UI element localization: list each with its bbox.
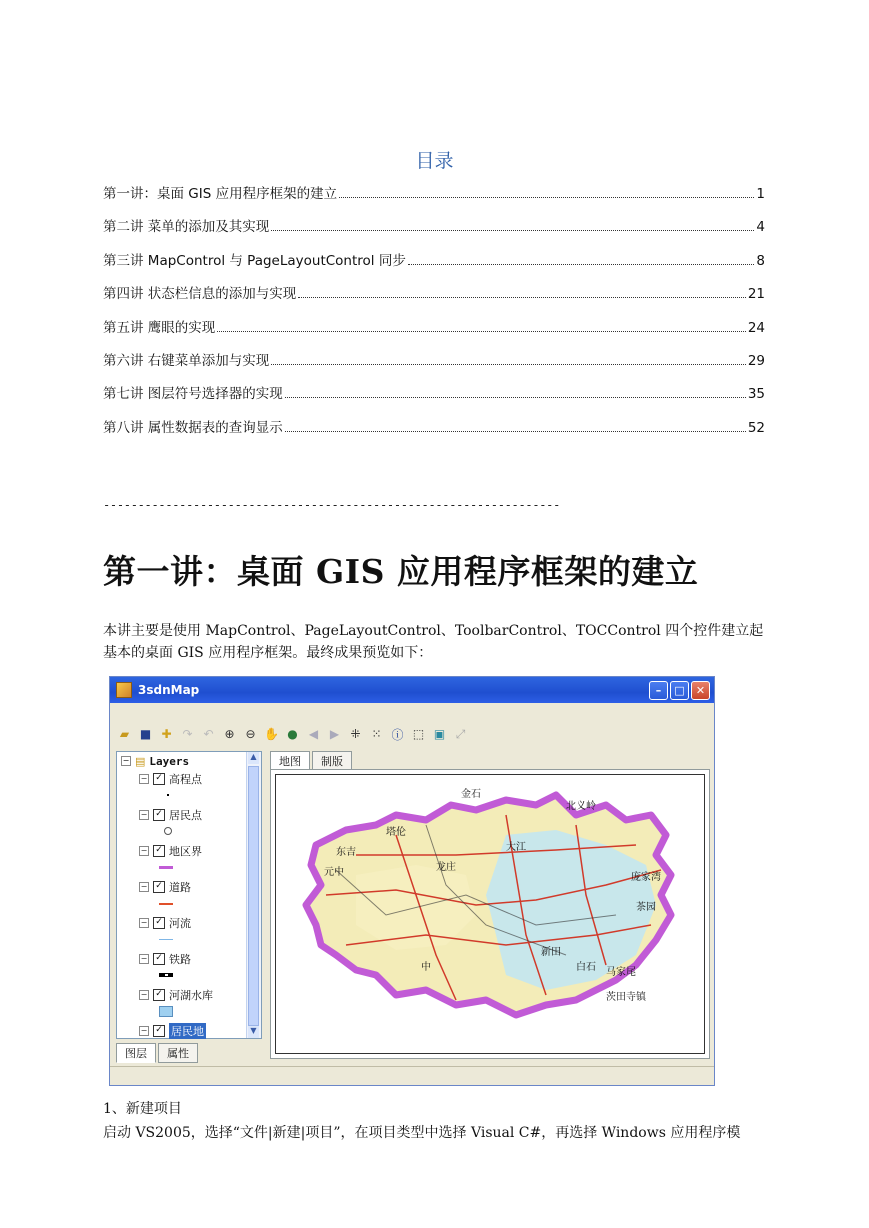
toc-leader [408, 264, 755, 265]
layer-checkbox[interactable]: ✓ [153, 881, 165, 893]
toc-entry[interactable] [103, 349, 765, 382]
layer-symbol [117, 788, 261, 806]
view-tabs [270, 751, 354, 771]
toc-entry-text: 第一讲：桌面 GIS 应用程序框架的建立 [103, 186, 338, 202]
toc-scrollbar[interactable] [246, 752, 261, 1038]
layer-label: 道路 [169, 881, 191, 894]
layer-checkbox[interactable]: ✓ [153, 1025, 165, 1037]
layer-root-label: Layers [149, 754, 190, 768]
intro-paragraph: 本讲主要是使用 MapControl、PageLayoutControl、ToolbarControl、TOCControl 四个控件建立起基本的桌面 GIS 应用程序框架。最终成果预览如下： [103, 623, 764, 661]
map-label: 白石 [576, 962, 596, 973]
toc-panel [116, 751, 262, 1039]
status-bar [110, 1066, 714, 1085]
select-icon[interactable]: ⬚ [412, 727, 425, 741]
tab-layout[interactable]: 制版 [312, 751, 352, 771]
region-map [276, 775, 704, 1053]
measure-icon[interactable]: ⤢ [455, 726, 466, 741]
toc-leader [339, 197, 754, 198]
tab-map[interactable]: 地图 [270, 751, 310, 771]
toc-entry-text: 第三讲 MapControl 与 PageLayoutControl 同步 [103, 252, 406, 269]
layer-symbol [117, 860, 261, 878]
save-icon[interactable]: ■ [139, 727, 152, 741]
layer-item[interactable]: − ✓ 河湖水库 [140, 989, 213, 1002]
map-label: 大江 [506, 842, 526, 853]
chapter-heading: 第一讲：桌面 GIS 应用程序框架的建立 [103, 552, 699, 591]
layer-checkbox[interactable]: ✓ [153, 809, 165, 821]
toc-entry[interactable] [103, 416, 765, 449]
close-icon[interactable]: ✕ [691, 681, 710, 700]
tab-properties[interactable]: 属性 [158, 1043, 198, 1063]
toc-leader [217, 331, 746, 332]
layer-item[interactable]: − ✓ 居民地 [140, 1025, 204, 1038]
window-title: 3sdnMap [138, 683, 200, 697]
layer-checkbox[interactable]: ✓ [153, 989, 165, 1001]
layer-checkbox[interactable]: ✓ [153, 917, 165, 929]
toc-title: 目录 [415, 150, 454, 172]
toc-entry[interactable] [103, 249, 765, 282]
layer-item[interactable]: − ✓ 地区界 [140, 845, 202, 858]
toc-entry[interactable] [103, 182, 765, 215]
toc-entry-page: 52 [747, 419, 765, 436]
maximize-icon[interactable]: □ [670, 681, 689, 700]
toc-entry-page: 24 [747, 319, 765, 336]
layer-label: 铁路 [169, 953, 191, 966]
layer-symbol [117, 896, 261, 914]
clear-select-icon[interactable]: ▣ [433, 727, 446, 741]
redo-icon[interactable]: ↷ [182, 727, 193, 741]
separator-line: ------------------------------------------------------------------ [103, 498, 561, 512]
layer-item[interactable]: − ✓ 河流 [140, 917, 191, 930]
layer-label: 居民点 [169, 809, 202, 822]
layer-symbol [117, 968, 261, 986]
toc-leader [271, 364, 746, 365]
map-label: 庞家湾 [631, 872, 661, 883]
add-data-icon[interactable]: ✚ [161, 727, 172, 741]
toc-tabs [116, 1043, 200, 1063]
undo-icon[interactable]: ↶ [203, 727, 214, 741]
zoom-in-icon[interactable]: ⊕ [224, 727, 235, 741]
map-label: 茶园 [636, 902, 656, 913]
layer-label: 高程点 [169, 773, 202, 786]
toc-entry-text: 第五讲 鹰眼的实现 [103, 319, 216, 336]
back-icon[interactable]: ◀ [308, 727, 319, 741]
toc-entry[interactable] [103, 282, 765, 315]
app-icon [116, 682, 132, 698]
scroll-thumb[interactable] [248, 766, 259, 1026]
toc-entry[interactable] [103, 316, 765, 349]
table-of-contents [103, 182, 765, 449]
toc-entry-text: 第二讲 菜单的添加及其实现 [103, 219, 270, 236]
toc-entry-text: 第四讲 状态栏信息的添加与实现 [103, 286, 297, 303]
app-screenshot [109, 676, 715, 1086]
map-label: 东吉 [336, 847, 356, 858]
map-label: 龙庄 [436, 862, 456, 873]
map-label: 塔伦 [386, 827, 406, 838]
scroll-up-icon[interactable]: ▲ [248, 752, 259, 764]
layer-symbol [117, 1004, 261, 1022]
step-text: 启动 VS2005，选择“文件|新建|项目”，在项目类型中选择 Visual C#，再选择 Windows 应用程序模 [103, 1125, 741, 1141]
fixed-zoom-in-icon[interactable]: ⁜ [350, 727, 361, 741]
toc-entry-page: 8 [756, 252, 765, 269]
layer-symbol [117, 824, 261, 842]
toc-entry-page: 21 [747, 286, 765, 303]
toc-leader [285, 431, 746, 432]
pan-icon[interactable]: ✋ [264, 727, 279, 741]
map-label: 茨田寺镇 [606, 992, 646, 1003]
map-label: 金石 [461, 789, 481, 800]
toc-entry[interactable] [103, 382, 765, 415]
layer-label: 河流 [169, 917, 191, 930]
toc-entry[interactable] [103, 215, 765, 248]
layer-item[interactable]: − ✓ 高程点 [140, 773, 202, 786]
layer-checkbox[interactable]: ✓ [153, 773, 165, 785]
map-canvas[interactable] [275, 774, 705, 1054]
layer-root[interactable]: − ▤ Layers [122, 754, 190, 768]
layers-icon: ▤ [135, 754, 146, 768]
toc-leader [285, 397, 746, 398]
layer-checkbox[interactable]: ✓ [153, 845, 165, 857]
map-label: 中 [421, 962, 431, 973]
zoom-out-icon[interactable]: ⊖ [245, 727, 256, 741]
toc-entry-text: 第八讲 属性数据表的查询显示 [103, 419, 283, 436]
map-label: 新田 [541, 947, 561, 958]
minimize-icon[interactable]: – [649, 681, 668, 700]
map-label: 马家尾 [606, 967, 636, 978]
identify-icon[interactable]: ⓘ [391, 727, 404, 742]
map-control[interactable] [270, 769, 710, 1059]
step-title: 1、新建项目 [103, 1101, 182, 1117]
toc-entry-page: 1 [756, 186, 765, 202]
layer-item[interactable]: − ✓ 铁路 [140, 953, 191, 966]
toc-leader [298, 297, 746, 298]
full-extent-icon[interactable]: ● [287, 727, 298, 741]
map-label: 北义岭 [566, 801, 596, 812]
fixed-zoom-out-icon[interactable]: ⁙ [371, 727, 382, 741]
toc-entry-page: 29 [747, 352, 765, 369]
open-icon[interactable]: ▰ [119, 727, 130, 741]
toc-entry-page: 35 [747, 386, 765, 403]
toc-entry-page: 4 [756, 219, 765, 236]
toc-leader [271, 230, 754, 231]
tab-layers[interactable]: 图层 [116, 1043, 156, 1063]
layer-checkbox[interactable]: ✓ [153, 953, 165, 965]
window-titlebar [110, 677, 714, 703]
map-label: 元中 [324, 867, 344, 878]
layer-label: 居民地 [171, 1025, 204, 1038]
layer-item[interactable]: − ✓ 居民点 [140, 809, 202, 822]
scroll-down-icon[interactable]: ▼ [248, 1026, 259, 1038]
layer-label: 河湖水库 [169, 989, 213, 1002]
toc-entry-text: 第六讲 右键菜单添加与实现 [103, 352, 270, 369]
layer-symbol [117, 932, 261, 950]
map-toolbar [110, 723, 714, 745]
layer-label: 地区界 [169, 845, 202, 858]
menubar [110, 703, 714, 723]
toc-entry-text: 第七讲 图层符号选择器的实现 [103, 386, 283, 403]
layer-item[interactable]: − ✓ 道路 [140, 881, 191, 894]
forward-icon[interactable]: ▶ [329, 727, 340, 741]
